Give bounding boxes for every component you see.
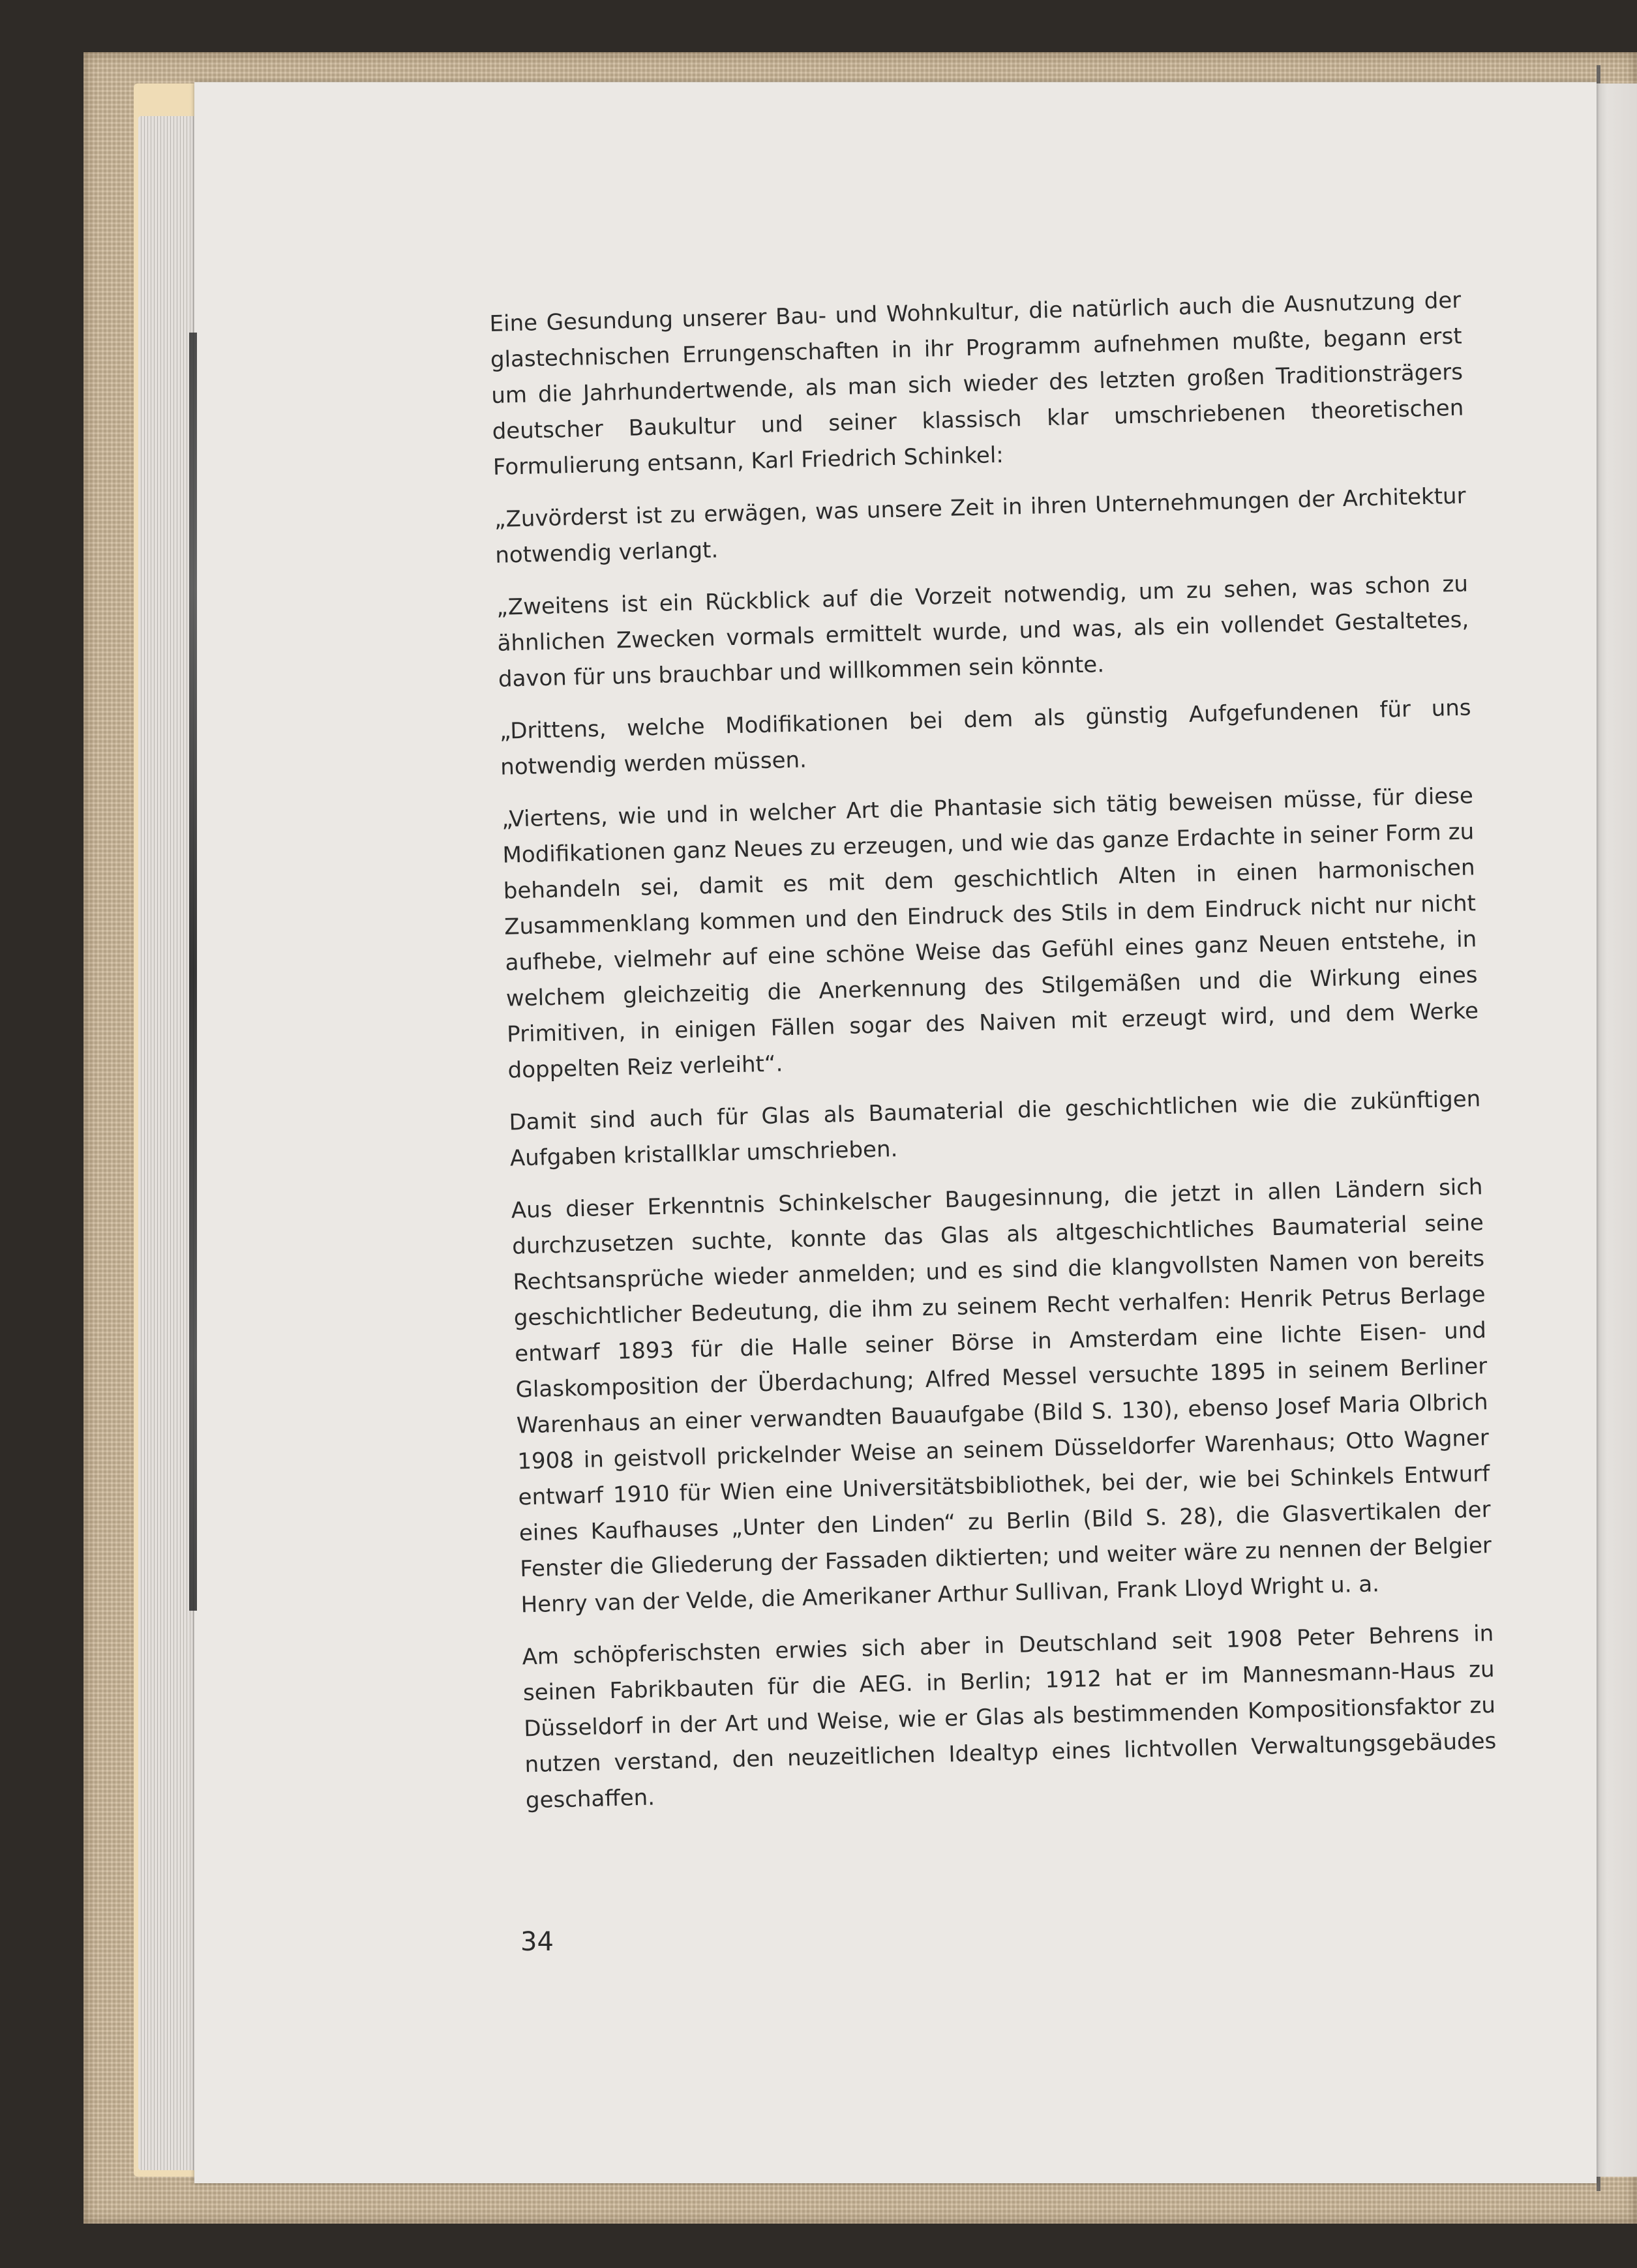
page-number: 34 <box>520 1927 554 1957</box>
paragraph-quote-1: „Zuvörderst ist zu erwägen, was unsere Zeit in ihren Unternehmungen der Architektur notwendig verlangt. <box>494 483 1467 569</box>
facing-page-edge <box>1591 83 1637 2177</box>
paragraph-behrens: Am schöpferischsten erwies sich aber in Deutschland seit 1908 Peter Behrens in seinen Fabrikbauten für die AEG. in Berlin; 1912 hat er im Mannesmann-Haus zu Düsseldorf in der Art und Weise, wie er Glas als bestimmenden Kompositionsfaktor zu nutzen verstand, den neuzeitlichen Idealtyp eines lichtvollen Verwaltungsgebäudes geschaffen. <box>522 1620 1497 1814</box>
paragraph-quote-2: „Zweitens ist ein Rückblick auf die Vorzeit notwendig, um zu sehen, was schon zu ähnlichen Zwecken vormals ermittelt wurde, und was, als ein vollendet Gestaltetes, davon für uns brauchbar und willkommen sein könnte. <box>496 571 1469 693</box>
paragraph-quote-4: „Viertens, wie und in welcher Art die Phantasie sich tätig beweisen müsse, für diese Modifikationen ganz Neues zu erzeugen, und wie das ganze Erdachte in seiner Form zu behandeln sei, damit es mit dem geschichtlich Alten in einen harmonischen Zusammenklang kommen und den Eindruck des Stils in dem Eindruck nicht nur nicht aufhebe, vielmehr auf eine schöne Weise das Gefühl eines ganz Neuen entstehe, in welchem gleichzeitig die Anerkennung des Stilgemäßen und die Wirkung eines Primitiven, in einigen Fällen sogar des Naiven mit erzeugt wird, und dem Werke doppelten Reiz verleiht“. <box>501 783 1479 1084</box>
paragraph-quote-3: „Drittens, welche Modifikationen bei dem als günstig Aufgefundenen für uns notwendig werden müssen. <box>499 694 1471 781</box>
paragraph-intro: Eine Gesundung unserer Bau- und Wohnkultur, die natürlich auch die Ausnutzung der glastechnischen Errungenschaften in ihr Programm aufnehmen mußte, begann erst um die Jahrhundertwende, als man sich wieder des letzten großen Traditionsträgers deutscher Baukultur und seiner klassisch klar umschriebenen theoretischen Formulierung entsann, Karl Friedrich Schinkel: <box>489 287 1464 481</box>
paragraph-glass-tasks: Damit sind auch für Glas als Baumaterial die geschichtlichen wie die zukünftigen Aufgaben kristallklar umschrieben. <box>509 1086 1481 1172</box>
spine-shadow <box>189 333 197 1611</box>
body-text <box>489 283 1498 1836</box>
paragraph-architects: Aus dieser Erkenntnis Schinkelscher Baugesinnung, die jetzt in allen Ländern sich durchzusetzen suchte, konnte das Glas als altgeschichtliches Baumaterial seine Rechtsansprüche wieder anmelden; und es sind die klangvollsten Namen von bereits geschichtlicher Bedeutung, die ihm zu seinem Recht verhalfen: Henrik Petrus Berlage entwarf 1893 für die Halle seiner Börse in Amsterdam eine lichte Eisen- und Glaskomposition der Überdachung; Alfred Messel versuchte 1895 in seinem Berliner Warenhaus an einer verwandten Bauaufgabe (Bild S. 130), ebenso Josef Maria Olbrich 1908 in geistvoll prickelnder Weise an seinem Düsseldorfer Warenhaus; Otto Wagner entwarf 1910 für Wien eine Universitätsbibliothek, bei der, wie bei Schinkels Entwurf eines Kaufhauses „Unter den Linden“ zu Berlin (Bild S. 28), die Glasvertikalen der Fenster die Gliederung der Fassaden diktierten; und weiter wäre zu nennen der Belgier Henry van der Velde, die Amerikaner Arthur Sullivan, Frank Lloyd Wright u. a. <box>511 1174 1492 1619</box>
